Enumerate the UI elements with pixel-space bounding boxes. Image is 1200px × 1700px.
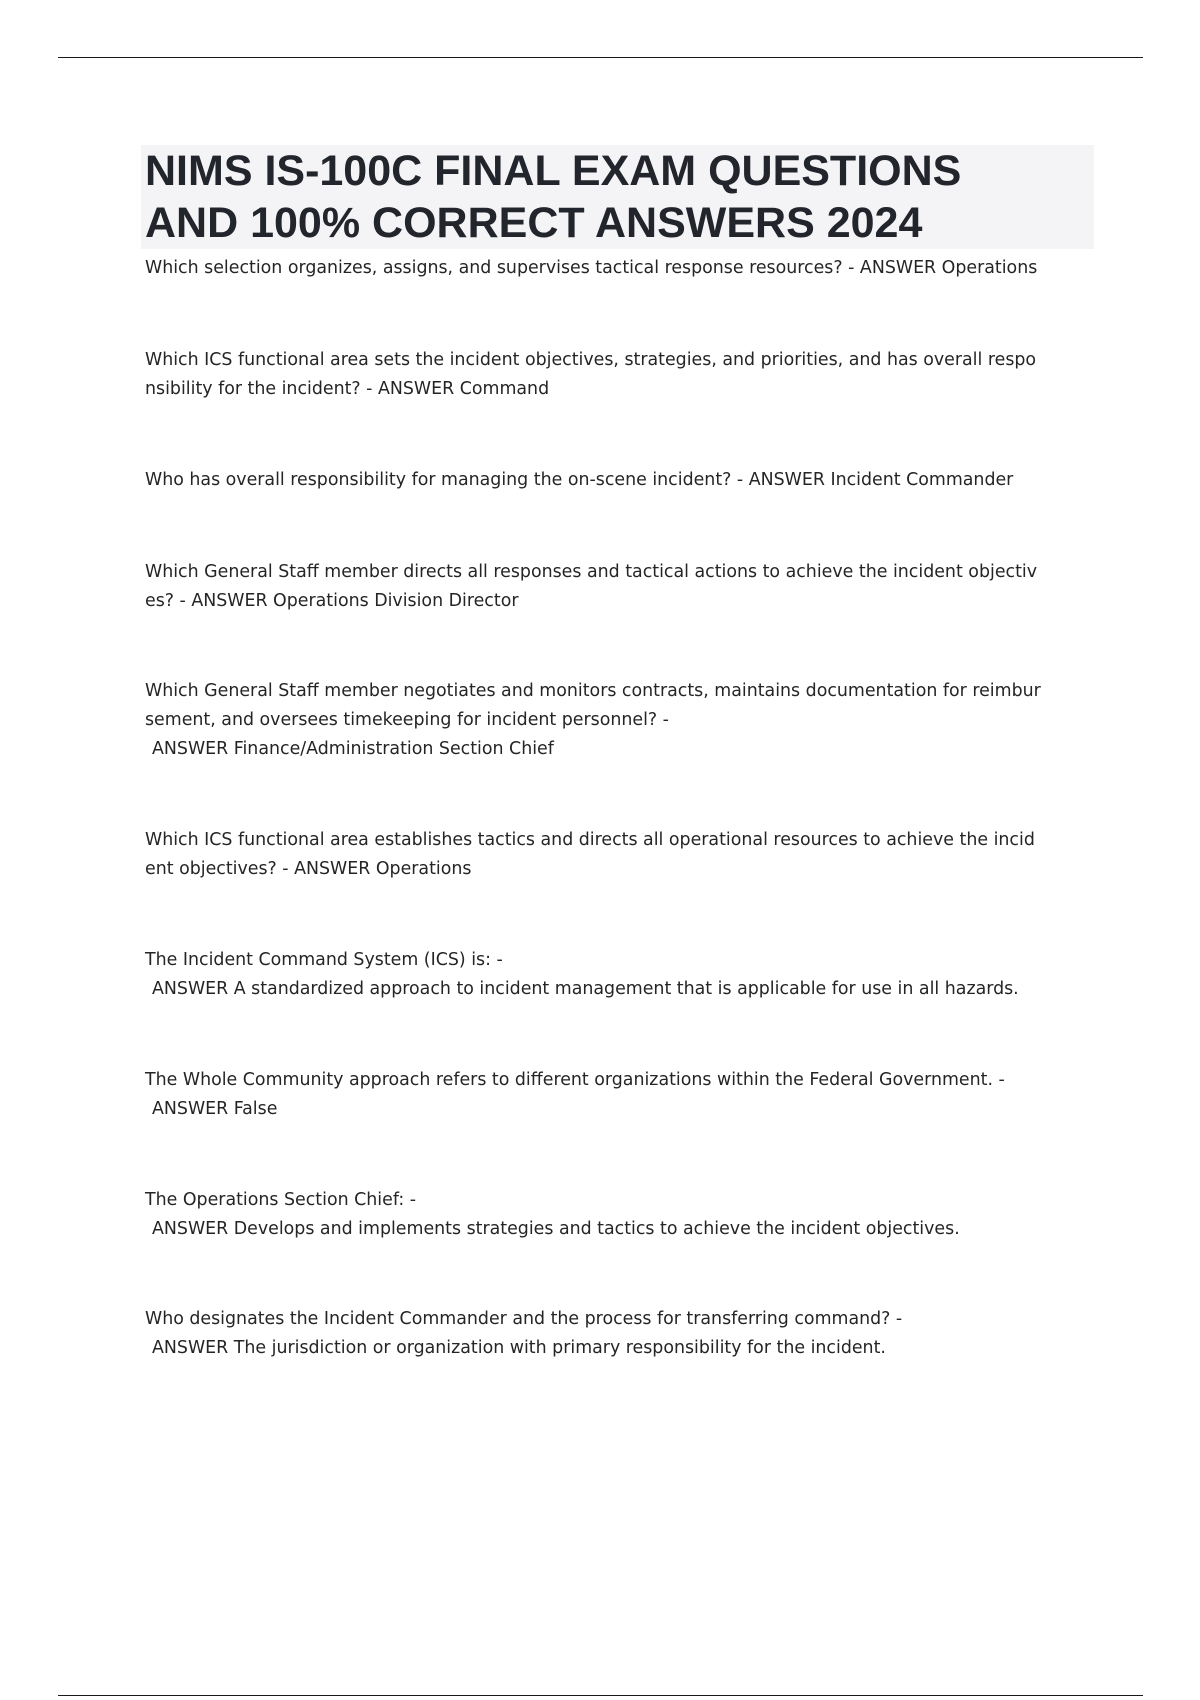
qa-text: Which selection organizes, assigns, and supervises tactical response resources? - ANSWER Operations [145,258,1038,278]
qa-item-10 [145,1305,1095,1363]
qa-answer: ANSWER False [152,1099,278,1119]
qa-item-8 [145,1066,1095,1124]
qa-text: Which General Staff member negotiates and monitors contracts, maintains documentation for reimbur [145,681,1041,701]
title-line-1: NIMS IS-100C FINAL EXAM QUESTIONS [145,147,962,195]
qa-answer: ANSWER The jurisdiction or organization with primary responsibility for the incident. [152,1338,886,1358]
document-title [141,145,1094,249]
qa-text: nsibility for the incident? - ANSWER Command [145,379,550,399]
qa-text: es? - ANSWER Operations Division Director [145,591,519,611]
qa-item-4 [145,558,1095,616]
qa-text: The Operations Section Chief: - [145,1190,417,1210]
qa-answer: ANSWER Develops and implements strategies and tactics to achieve the incident objectives. [152,1219,960,1239]
qa-item-3 [145,466,1095,495]
qa-text: Which ICS functional area establishes tactics and directs all operational resources to achieve the incid [145,830,1035,850]
qa-text: Which General Staff member directs all responses and tactical actions to achieve the incident objectiv [145,562,1038,582]
top-divider [58,57,1143,58]
qa-text: ent objectives? - ANSWER Operations [145,859,472,879]
qa-item-1 [145,254,1095,283]
qa-text: The Whole Community approach refers to different organizations within the Federal Government. - [145,1070,1005,1090]
qa-text: Who has overall responsibility for managing the on-scene incident? - ANSWER Incident Commander [145,470,1014,490]
qa-text: Who designates the Incident Commander and the process for transferring command? - [145,1309,903,1329]
bottom-divider [58,1695,1143,1696]
qa-answer: ANSWER A standardized approach to incident management that is applicable for use in all hazards. [152,979,1019,999]
qa-item-7 [145,946,1095,1004]
qa-text: The Incident Command System (ICS) is: - [145,950,503,970]
qa-item-2 [145,346,1095,404]
qa-text: sement, and oversees timekeeping for incident personnel? - [145,710,669,730]
qa-item-5 [145,677,1095,764]
qa-item-6 [145,826,1095,884]
qa-item-9 [145,1186,1095,1244]
qa-answer: ANSWER Finance/Administration Section Chief [152,739,554,759]
title-line-2: AND 100% CORRECT ANSWERS 2024 [145,199,923,247]
qa-text: Which ICS functional area sets the incident objectives, strategies, and priorities, and has overall respo [145,350,1037,370]
